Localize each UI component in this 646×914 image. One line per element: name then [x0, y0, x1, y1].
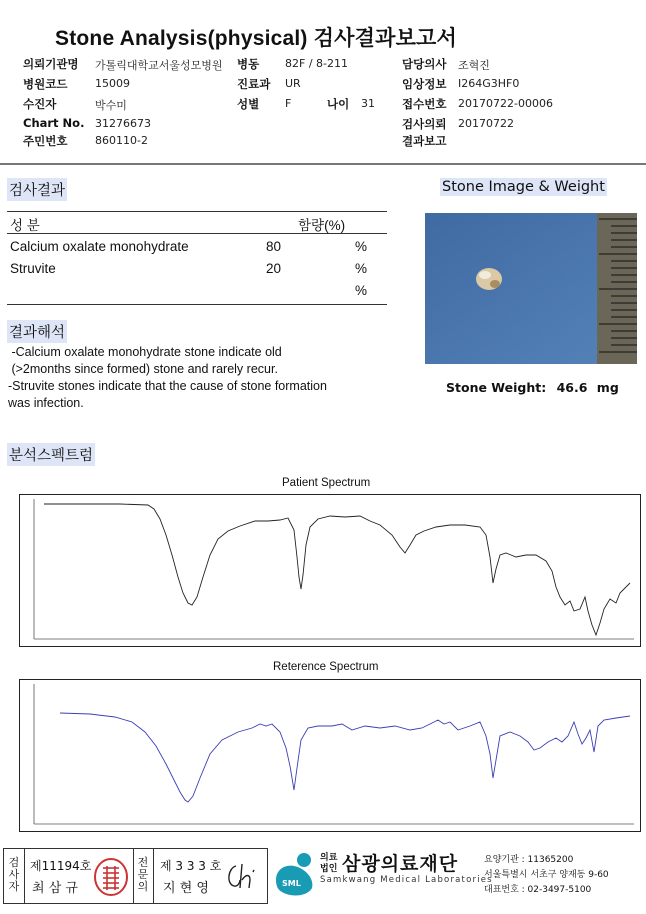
- col-content: 함량(%): [298, 218, 346, 233]
- stone-photo-graphic: [425, 213, 637, 364]
- sex-value: F: [285, 97, 292, 110]
- patient-value: 박수미: [95, 99, 127, 112]
- dept-label: 진료과: [237, 77, 271, 91]
- patient-spectrum-svg: [20, 495, 640, 646]
- report-label: 결과보고: [402, 134, 447, 148]
- hospital-value: 가톨릭대학교서울성모병원: [95, 59, 223, 72]
- org-prefix-top: 의료: [320, 853, 338, 863]
- code-value: 15009: [95, 77, 130, 90]
- examiner-label: 검사자: [8, 856, 20, 893]
- specialist-label: 전문의: [137, 856, 149, 893]
- doctor-label: 담당의사: [402, 57, 447, 71]
- interpretation-text: [8, 344, 408, 412]
- table-bottom-line: [7, 304, 387, 305]
- row-2-value: 20: [266, 261, 282, 276]
- hospital-label: 의뢰기관명: [23, 57, 79, 71]
- patient-label: 수진자: [23, 97, 57, 111]
- stone-heading: Stone Image & Weight: [442, 179, 605, 195]
- col-component: 성 분: [10, 218, 40, 233]
- specialist-name: 지 현 영: [163, 881, 209, 896]
- row-3-unit: %: [355, 283, 368, 298]
- doctor-value: 조혁진: [458, 59, 490, 72]
- org-code: 요양기관 : 11365200: [484, 855, 574, 865]
- org-phone: 대표번호 : 02-3497-5100: [484, 885, 592, 895]
- id-label: 주민번호: [23, 134, 68, 148]
- table-header-line: [7, 233, 387, 234]
- sml-logo-icon: [272, 850, 316, 902]
- org-contact: [484, 853, 609, 898]
- reference-spectrum-line: [60, 713, 630, 802]
- code-label: 병원코드: [23, 77, 68, 91]
- dept-value: UR: [285, 77, 301, 90]
- stone-weight: [446, 380, 619, 395]
- request-value: 20170722: [458, 117, 514, 130]
- divider: [0, 163, 646, 165]
- request-label: 검사의뢰: [402, 117, 447, 131]
- specialist-signature-graphic: [222, 858, 262, 894]
- row-2-name: Struvite: [10, 261, 56, 276]
- org-prefix-bottom: 법인: [320, 864, 338, 874]
- chart-no-label: Chart No.: [23, 116, 85, 130]
- id-value: 860110-2: [95, 134, 148, 147]
- stone-weight-label: Stone Weight:: [446, 380, 547, 395]
- row-1-unit: %: [355, 239, 368, 254]
- row-2-unit: %: [355, 261, 368, 276]
- spectrum-heading: 분석스펙트럼: [7, 443, 95, 466]
- receipt-value: 20170722-00006: [458, 97, 553, 110]
- sml-logo-graphic: [272, 850, 316, 898]
- receipt-label: 접수번호: [402, 97, 447, 111]
- sml-logo-text: SML: [282, 879, 301, 888]
- interpretation-line-3: -Struvite stones indicate that the cause of stone formation: [8, 379, 327, 393]
- report-title: Stone Analysis(physical) 검사결과보고서: [55, 27, 458, 50]
- examiner-name: 최 삼 규: [32, 881, 78, 896]
- org-prefix: [320, 853, 337, 875]
- reference-spectrum-chart: [19, 679, 641, 832]
- results-heading: 검사결과: [7, 178, 67, 201]
- org-address: 서울특별시 서초구 양재동 9-60: [484, 870, 609, 880]
- stone-photo: [425, 213, 637, 364]
- reference-spectrum-title: Reterence Spectrum: [273, 661, 379, 673]
- ward-label: 병동: [237, 57, 260, 71]
- interpretation-heading: 결과해석: [7, 320, 67, 343]
- reference-spectrum-svg: [20, 680, 640, 831]
- sex-label: 성별: [237, 97, 260, 111]
- specialist-signature: [222, 858, 262, 898]
- row-1-value: 80: [266, 239, 282, 254]
- stone-weight-value: 46.6: [556, 380, 588, 395]
- specialist-no: 제 3 3 3 호: [160, 859, 222, 873]
- sig-divider-1: [24, 848, 25, 903]
- clinical-value: I264G3HF0: [458, 77, 520, 90]
- patient-spectrum-line: [44, 504, 630, 635]
- interpretation-line-2: (>2months since formed) stone and rarely recur.: [8, 362, 278, 376]
- ward-value: 82F / 8-211: [285, 57, 348, 70]
- interpretation-line-4: was infection.: [8, 396, 84, 410]
- age-label: 나이: [327, 97, 350, 111]
- sig-divider-3: [153, 848, 154, 903]
- chart-no-value: 31276673: [95, 117, 151, 130]
- org-english: Samkwang Medical Laboratories: [320, 875, 493, 885]
- examiner-seal-graphic: [94, 858, 128, 896]
- examiner-seal: [94, 858, 128, 900]
- row-1-name: Calcium oxalate monohydrate: [10, 239, 189, 254]
- examiner-no: 제11194호: [30, 859, 92, 873]
- stone-weight-unit: mg: [596, 380, 619, 395]
- age-value: 31: [361, 97, 375, 110]
- patient-spectrum-title: Patient Spectrum: [282, 477, 371, 489]
- table-top-line: [7, 211, 387, 212]
- org-name: 삼광의료재단: [342, 853, 459, 875]
- patient-spectrum-chart: [19, 494, 641, 647]
- interpretation-line-1: -Calcium oxalate monohydrate stone indicate old: [8, 345, 282, 359]
- clinical-label: 임상정보: [402, 77, 447, 91]
